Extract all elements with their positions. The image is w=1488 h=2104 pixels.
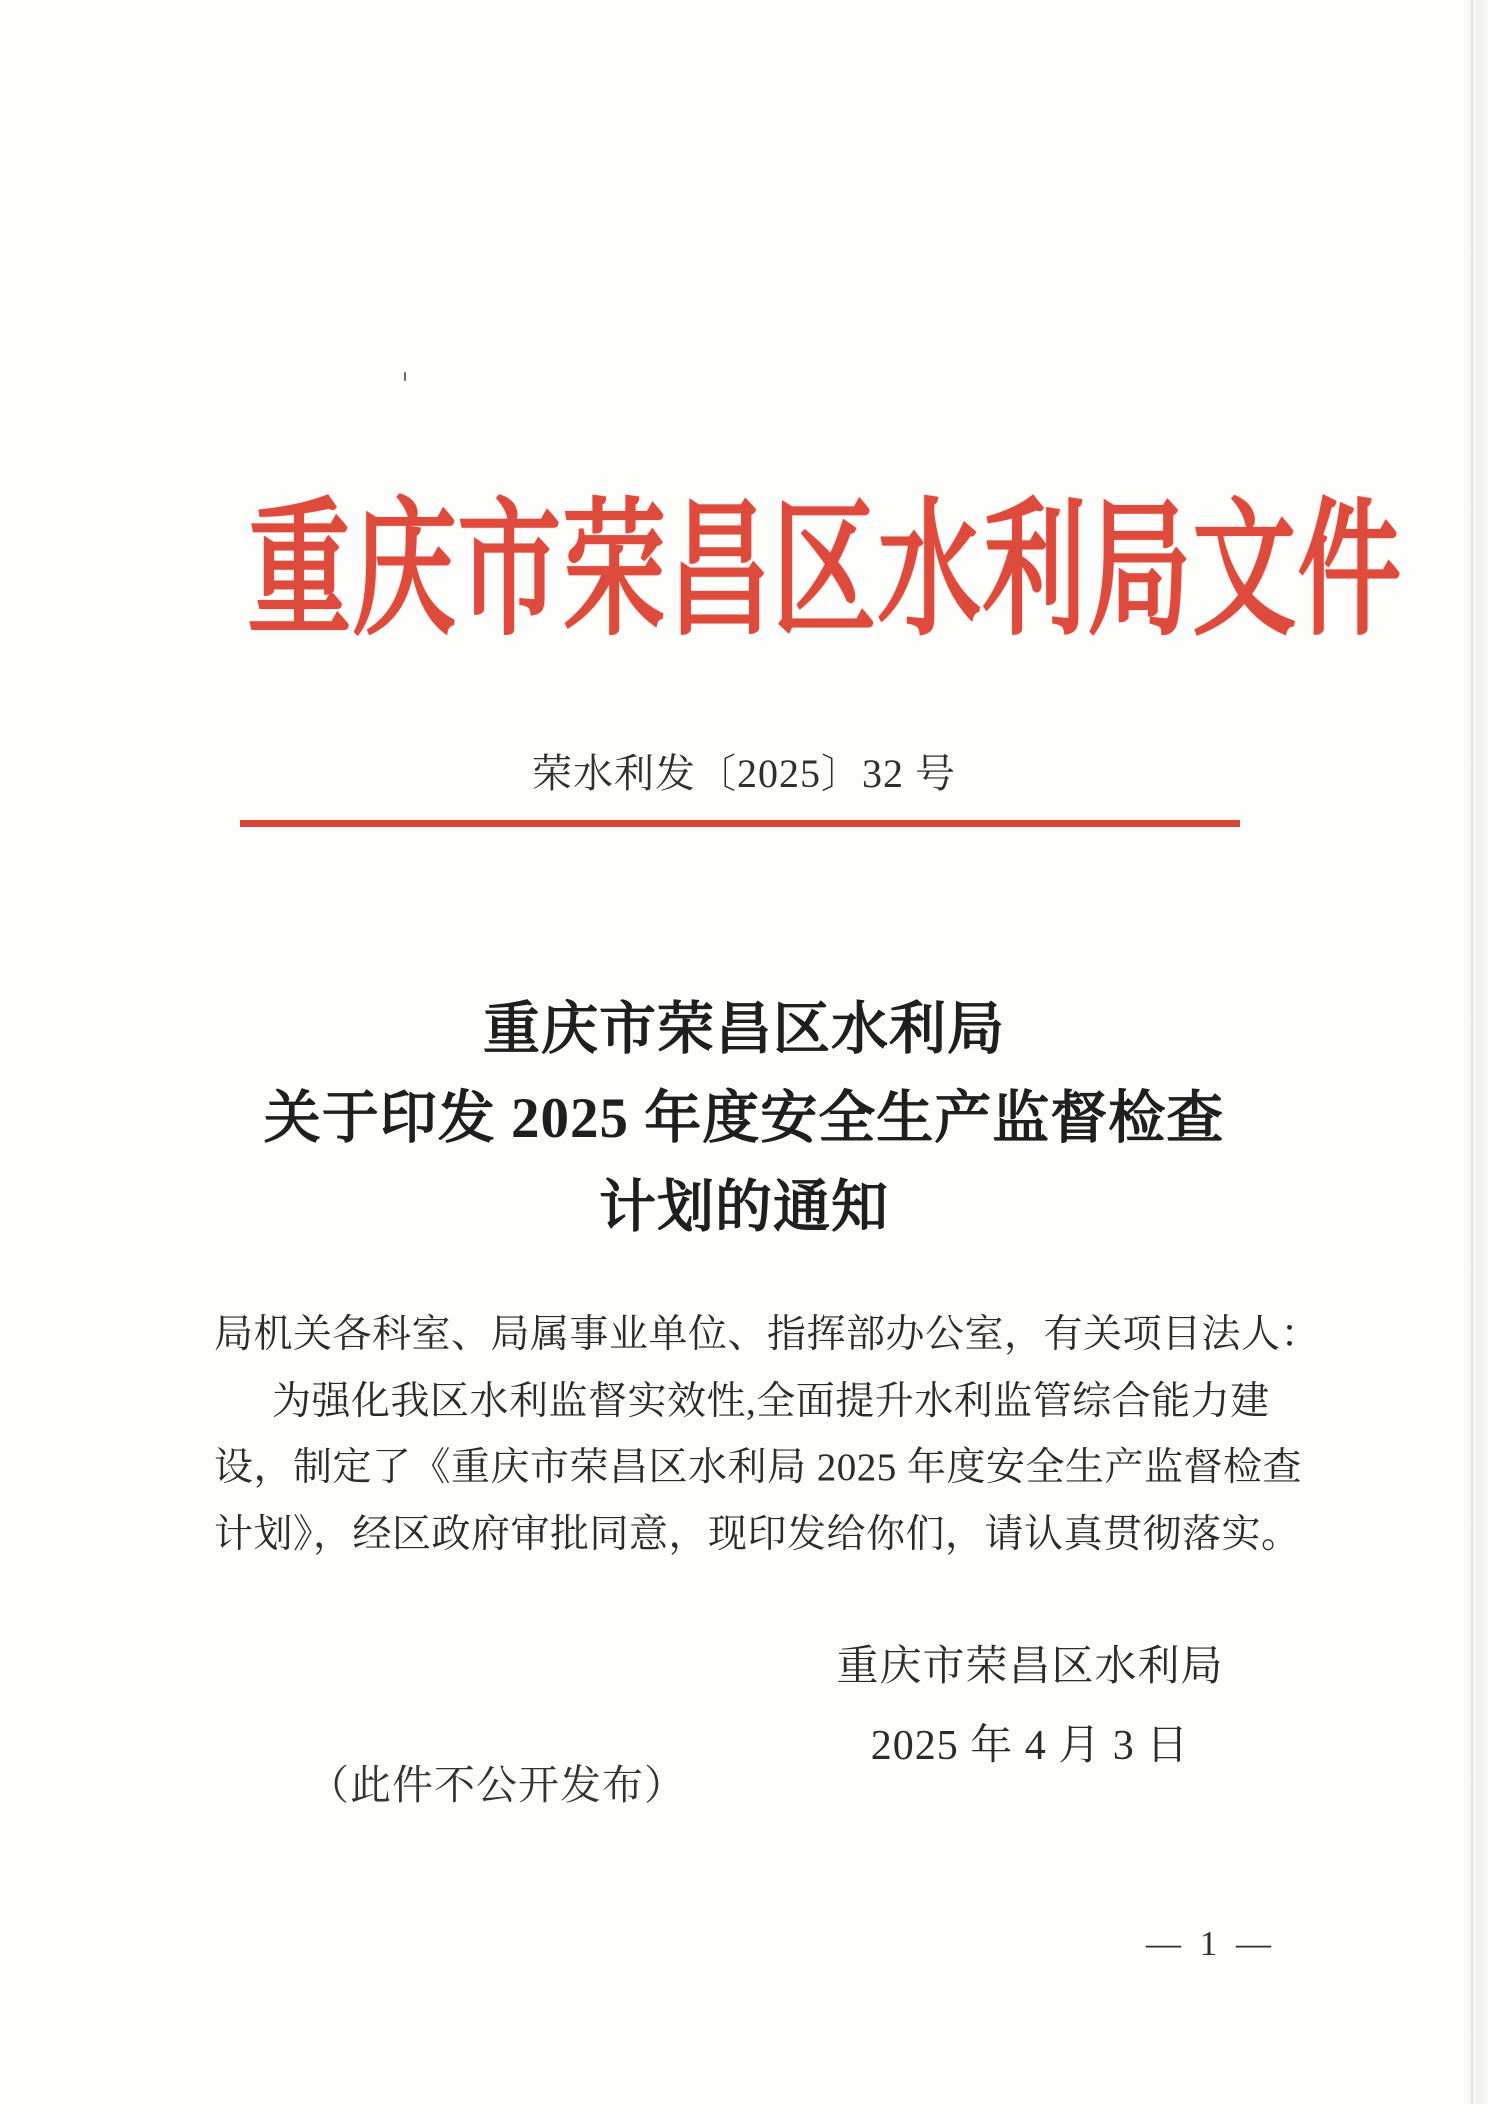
body-line: 计划》，经区政府审批同意，现印发给你们，请认真贯彻落实。	[214, 1512, 1301, 1556]
letterhead-org-title: 重庆市荣昌区水利局文件	[247, 490, 1403, 654]
document-reference-number: 荣水利发〔2025〕32 号	[532, 751, 956, 796]
document-title	[0, 985, 1488, 1252]
confidential-note: （此件不公开发布）	[308, 1762, 686, 1808]
signature-date: 2025 年 4 月 3 日	[870, 1723, 1190, 1769]
title-line-3: 计划的通知	[599, 1176, 889, 1239]
title-line-2: 关于印发 2025 年度安全生产监督检查	[263, 1087, 1225, 1150]
title-line-1: 重庆市荣昌区水利局	[483, 998, 1005, 1061]
signature-org: 重庆市荣昌区水利局	[836, 1644, 1224, 1690]
body-line: 设，制定了《重庆市荣昌区水利局 2025 年度安全生产监督检查	[214, 1446, 1303, 1489]
body-line: 为强化我区水利监督实效性,全面提升水利监管综合能力建	[272, 1379, 1270, 1423]
salutation-line: 局机关各科室、局属事业单位、指挥部办公室，有关项目法人：	[214, 1313, 1321, 1356]
red-letterhead	[0, 492, 1488, 652]
body-text	[214, 1302, 1321, 1568]
scan-edge-line	[1471, 0, 1473, 2104]
signature-block	[790, 1628, 1270, 1786]
scan-speck	[404, 372, 406, 381]
red-divider-rule	[240, 820, 1240, 827]
page-number: — 1 —	[1146, 1924, 1276, 1963]
